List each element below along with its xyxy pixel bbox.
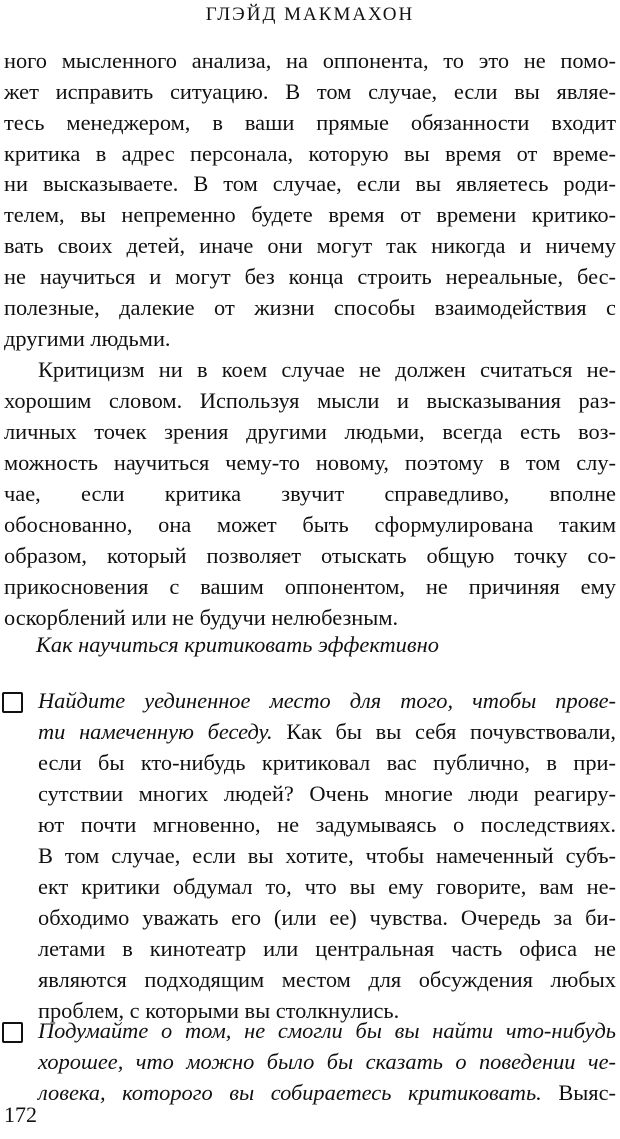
text-line: образом, который позволяет отыскать общую точку со- <box>4 543 616 568</box>
item-lead-line: хорошее, что можно было бы сказать о поведении че- <box>38 1049 616 1074</box>
item-lead-line: Подумайте о том, не смогли бы вы найти что-нибудь <box>38 1018 616 1043</box>
text-line: В том случае, если вы хотите, чтобы намеченный субъ- <box>38 843 616 868</box>
section-heading: Как научиться критиковать эффективно <box>36 632 439 657</box>
page-number: 172 <box>4 1102 37 1127</box>
text-line: оскорблений или не будучи нелюбезным. <box>4 605 399 630</box>
text-line: чае, если критика звучит справедливо, вполне <box>4 481 616 506</box>
text-line: являются подходящим местом для обсуждения любых <box>38 967 616 992</box>
text-line: тесь менеджером, в ваши прямые обязанности входит <box>4 110 616 135</box>
text-line: не научиться и могут без конца строить нереальные, бес- <box>4 264 616 289</box>
text-line: ни высказываете. В том случае, если вы являетесь роди- <box>4 171 616 196</box>
text-line: прикосновения с вашим оппонентом, не причиняя ему <box>4 574 616 599</box>
item-lead-line: Найдите уединенное место для того, чтобы прове- <box>38 688 616 713</box>
text-line: ного мысленного анализа, на оппонента, то это не помо- <box>4 48 616 73</box>
text-line: Критицизм ни в коем случае не должен считаться не- <box>38 357 616 382</box>
text-line: вать своих детей, иначе они могут так никогда и ничему <box>4 233 616 258</box>
item-lead-text: ловека, которого вы собираетесь критиковать. <box>38 1080 542 1105</box>
running-header: ГЛЭЙД МАКМАХОН <box>205 4 415 25</box>
text-line: личных точек зрения другими людьми, всегда есть воз- <box>4 419 616 444</box>
item-lead-text: ти намеченную беседу. <box>38 719 273 744</box>
text-line: телем, вы непременно будете время от времени критико- <box>4 202 616 227</box>
checkbox-icon <box>2 692 23 713</box>
item-body-text: Как бы вы себя почувствовали, <box>272 719 616 744</box>
text-line: сутствии многих людей? Очень многие люди реагиру- <box>38 781 616 806</box>
text-line: проблем, с которыми вы столкнулись. <box>38 998 400 1023</box>
item-body-text: Выяс- <box>541 1080 616 1105</box>
text-line: обоснованно, она может быть сформулирована таким <box>4 512 616 537</box>
text-line: ют почти мгновенно, не задумываясь о последствиях. <box>38 812 616 837</box>
text-line: жет исправить ситуацию. В том случае, если вы являе- <box>4 79 616 104</box>
text-line: летами в кинотеатр или центральная часть офиса не <box>38 936 616 961</box>
text-line <box>38 717 616 747</box>
text-line: обходимо уважать его (или ее) чувства. Очередь за би- <box>38 905 616 930</box>
text-line: можность научиться чему-то новому, поэтому в том слу- <box>4 450 616 475</box>
text-line: критика в адрес персонала, которую вы время от време- <box>4 141 616 166</box>
text-line: хорошим словом. Используя мысли и высказывания раз- <box>4 388 616 413</box>
text-line: если бы кто-нибудь критиковал вас публично, в при- <box>38 750 616 775</box>
text-line <box>38 1078 616 1108</box>
checkbox-icon <box>2 1022 23 1043</box>
text-line: ект критики обдумал то, что вы ему говорите, вам не- <box>38 874 616 899</box>
text-line: полезные, далекие от жизни способы взаимодействия с <box>4 295 616 320</box>
text-line: другими людьми. <box>4 326 171 351</box>
